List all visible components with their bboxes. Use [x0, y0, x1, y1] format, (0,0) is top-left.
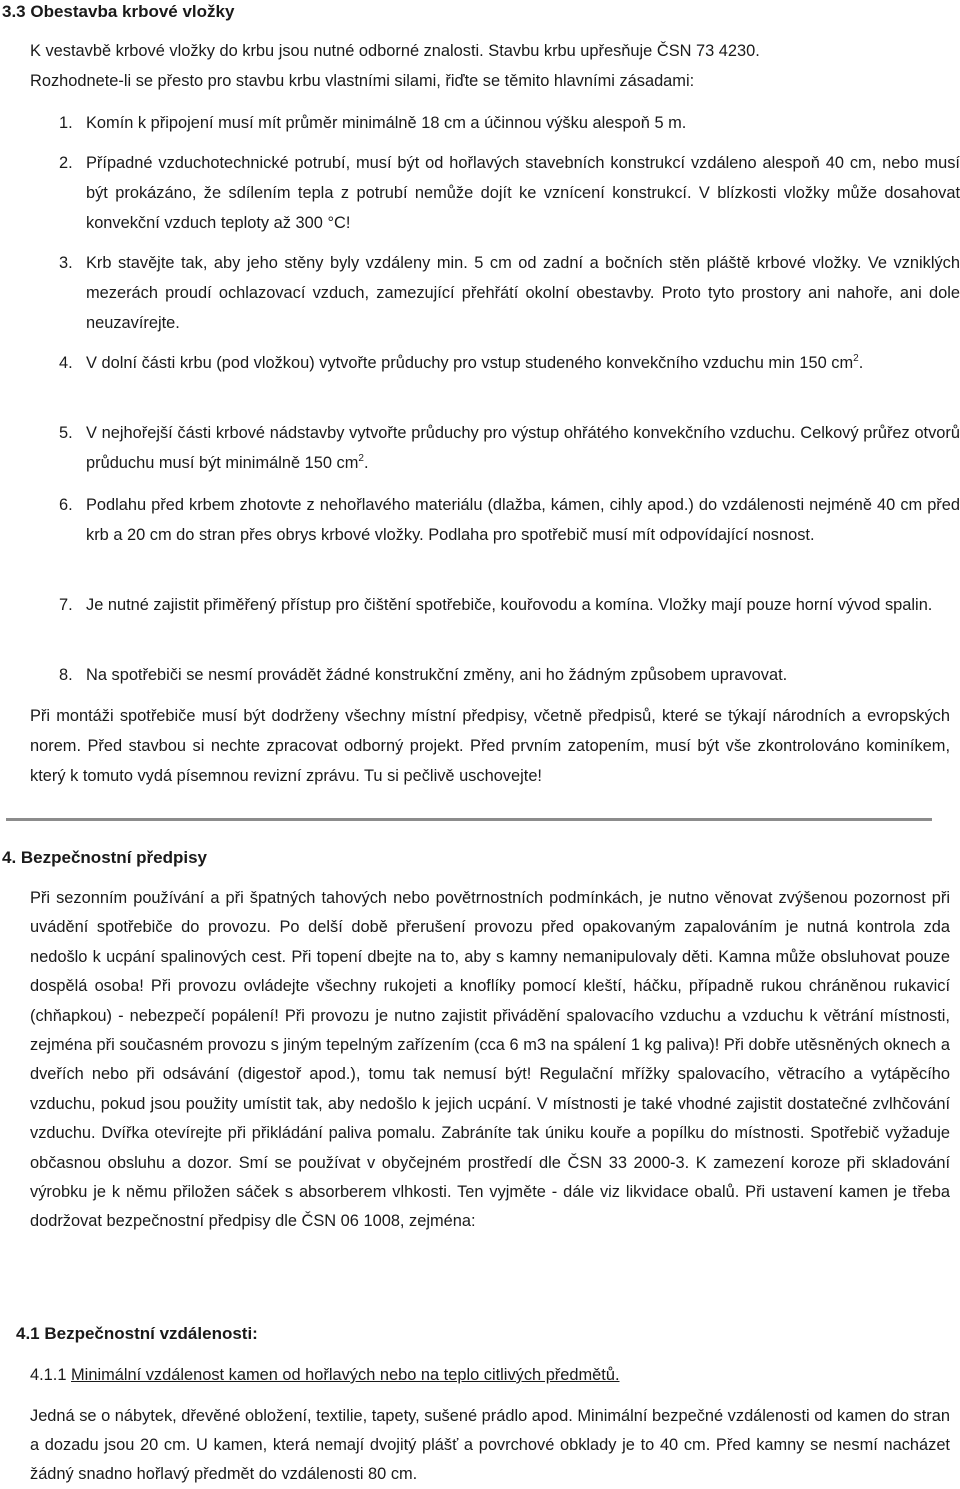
- closing-paragraph: Při montáži spotřebiče musí být dodrženy všechny místní předpisy, včetně předpisů, které se týkají národních a evropských norem. Před stavbou si nechte zpracovat odborný projekt. Před prvním zatopením, musí být vše zkontrolováno kominíkem, který k tomuto vydá písemnou revizní zprávu. Tu si pečlivě uschovejte!: [30, 707, 950, 785]
- section-3-3-heading: 3.3 Obestavba krbové vložky: [2, 2, 235, 21]
- intro-line-1: K vestavbě krbové vložky do krbu jsou nutné odborné znalosti. Stavbu krbu upřesňuje ČSN 73 4230.: [30, 42, 760, 60]
- list-item-8: [59, 660, 960, 690]
- list-item-4: [59, 348, 960, 378]
- list-text: Na spotřebiči se nesmí provádět žádné konstrukční změny, ani ho žádným způsobem upravovat.: [86, 666, 788, 684]
- list-item-7: [59, 590, 960, 620]
- list-text: [86, 418, 960, 478]
- superscript: 2: [853, 353, 859, 364]
- list-text: Krb stavějte tak, aby jeho stěny byly vzdáleny min. 5 cm od zadní a bočních stěn pláště krbové vložky. Ve vzniklých mezerách proudí ochlazovací vzduch, zamezující přehřátí okolní obestavby. Proto tyto prostory ani nahoře, ani dole neuzavírejte.: [86, 254, 960, 332]
- subsection-4-1-1: [30, 1364, 950, 1386]
- superscript: 2: [358, 453, 364, 464]
- section-divider: [6, 818, 932, 821]
- list-text-main: V nejhořejší části krbové nádstavby vytvořte průduchy pro výstup ohřátého konvekčního vzduchu. Celkový průřez otvorů průduchu musí být minimálně 150 cm: [86, 424, 960, 472]
- list-text: Podlahu před krbem zhotovte z nehořlavého materiálu (dlažba, kámen, cihly apod.) do vzdálenosti nejméně 40 cm před krb a 20 cm do stran přes obrys krbové vložky. Podlaha pro spotřebič musí mít odpovídající nosnost.: [86, 496, 960, 544]
- distance-paragraph: Jedná se o nábytek, dřevěné obložení, textilie, tapety, sušené prádlo apod. Minimální bezpečné vzdálenosti od kamen do stran a dozadu jsou 20 cm. U kamen, která nemají dvojitý plášť a povrchové obklady je to 40 cm. Před kamny se nesmí nacházet žádný snadno hořlavý předmět do vzdálenosti 80 cm.: [30, 1407, 950, 1483]
- list-item-3: [59, 248, 960, 338]
- list-text-tail: .: [363, 454, 369, 472]
- list-item-6: [59, 490, 960, 550]
- list-item-1: [59, 108, 960, 138]
- list-number: 6.: [59, 496, 73, 514]
- list-text-main: V dolní části krbu (pod vložkou) vytvořte průduchy pro vstup studeného konvekčního vzduchu min 150 cm: [86, 354, 854, 372]
- list-text: Je nutné zajistit přiměřený přístup pro čištění spotřebiče, kouřovodu a komína. Vložky mají pouze horní vývod spalin.: [86, 596, 933, 614]
- intro-line-2: Rozhodnete-li se přesto pro stavbu krbu vlastními silami, řiďte se těmito hlavními zásadami:: [30, 72, 695, 90]
- list-text: [86, 348, 960, 378]
- list-item-5: [59, 418, 960, 478]
- list-number: 7.: [59, 596, 73, 614]
- list-text: Komín k připojení musí mít průměr minimálně 18 cm a účinnou výšku alespoň 5 m.: [86, 114, 687, 132]
- list-text-tail: .: [858, 354, 864, 372]
- list-item-2: [59, 148, 960, 238]
- list-text: Případné vzduchotechnické potrubí, musí být od hořlavých stavebních konstrukcí vzdáleno alespoň 40 cm, nebo musí být prokázáno, že sdílením tepla z potrubí nemůže dojít ke vznícení konstrukcí. V blízkosti vložky může dosahovat konvekční vzduch teploty až 300 °C!: [86, 154, 960, 232]
- safety-paragraph: Při sezonním používání a při špatných tahových nebo povětrnostních podmínkách, je nutno věnovat zvýšenou pozornost při uvádění spotřebiče do provozu. Po delší době přerušení provozu před opakovaným zapalováním je nutná kontrola zda nedošlo k ucpání spalinových cest. Při topení dbejte na to, aby s kamny nemanipulovaly děti. Kamna může obsluhovat pouze dospělá osoba! Při provozu ovládejte všechny rukojeti a knoflíky pomocí kleští, háčku, případně rukou chráněnou rukavicí (chňapkou) - nebezpečí popálení! Při provozu je nutno zajistit přivádění spalovacího vzduchu a vzduchu k větrání místnosti, zejména při současném provozu s jiným tepelným zařízením (cca 6 m3 na spálení 1 kg paliva)! Při dobře utěsněných oknech a dveřích nebo při odsávání (digestoř apod.), tomu tak nemusí být! Regulační mřížky spalovacího, větracího a vytápěcího vzduchu, pokud jsou použity umístit tak, aby nedošlo k jejich ucpání. V místnosti je také vhodné zajistit dostatečné zvlhčování vzduchu. Dvířka otevírejte při přikládání paliva pomalu. Zabráníte tak úniku kouře a popílku do místnosti. Spotřebič vyžaduje občasnou obsluhu a dozor. Smí se používat v obyčejném prostředí dle ČSN 33 2000-3. K zamezení koroze při skladování výrobku je k němu přiložen sáček s absorberem vlhkosti. Ten vyjměte - dále viz likvidace obalů. Při ustavení kamen je třeba dodržovat bezpečnostní předpisy dle ČSN 06 1008, zejména:: [30, 889, 950, 1231]
- list-number: 4.: [59, 354, 73, 372]
- section-4-heading: 4. Bezpečnostní předpisy: [2, 848, 207, 867]
- list-number: 2.: [59, 154, 73, 172]
- list-number: 8.: [59, 666, 73, 684]
- list-number: 3.: [59, 254, 73, 272]
- subsection-title: Minimální vzdálenost kamen od hořlavých nebo na teplo citlivých předmětů.: [71, 1366, 620, 1384]
- section-4-1-heading: 4.1 Bezpečnostní vzdálenosti:: [16, 1324, 258, 1343]
- list-number: 1.: [59, 114, 73, 132]
- subsection-number: 4.1.1: [30, 1366, 67, 1384]
- list-number: 5.: [59, 424, 73, 442]
